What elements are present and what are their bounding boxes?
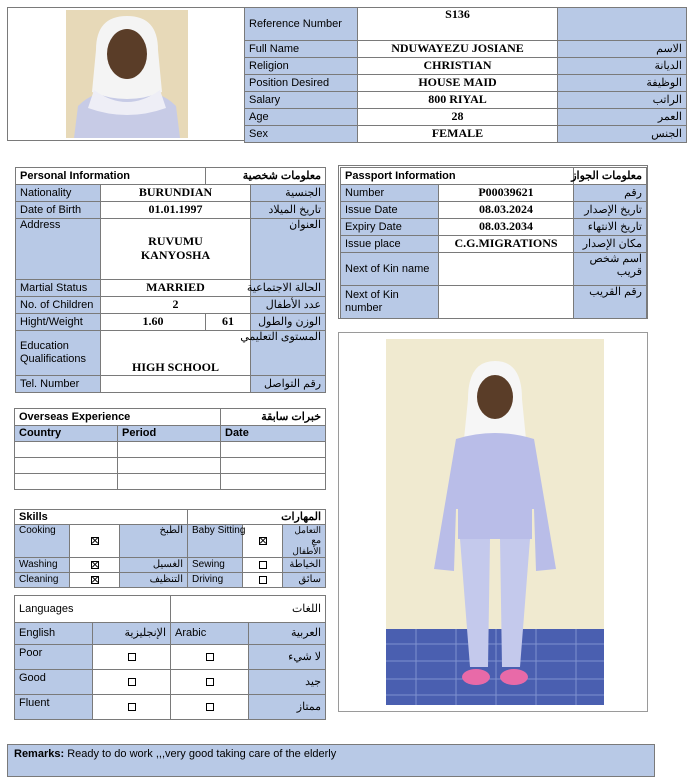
- kin-name-ar: اسم شخص قريب: [574, 253, 647, 286]
- sex-value: FEMALE: [358, 126, 558, 143]
- cleaning-checkbox[interactable]: [91, 576, 99, 584]
- skills-table: [14, 509, 326, 588]
- overseas-title: Overseas Experience: [15, 409, 221, 426]
- arabic-fluent-checkbox[interactable]: [206, 703, 214, 711]
- overseas-col-country: Country: [15, 426, 118, 442]
- issue-date-ar: تاريخ الإصدار: [574, 202, 647, 219]
- expiry-date-label: Expiry Date: [341, 219, 439, 236]
- overseas-row: [15, 474, 326, 490]
- overseas-title-ar: خبرات سابقة: [221, 409, 326, 426]
- full-body-photo-frame: [338, 332, 648, 712]
- cleaning-ar: التنظيف: [120, 573, 188, 588]
- driving-label: Driving: [188, 573, 243, 588]
- arabic-ar: العربية: [249, 623, 326, 645]
- dob-ar: تاريخ الميلاد: [251, 202, 326, 219]
- overseas-col-date: Date: [221, 426, 326, 442]
- salary-value: 800 RIYAL: [358, 92, 558, 109]
- sex-ar: الجنس: [558, 126, 687, 143]
- skills-title-ar: المهارات: [188, 510, 326, 525]
- weight-value: 61: [206, 314, 251, 331]
- address-value: [101, 219, 251, 280]
- good-ar: جيد: [249, 670, 326, 695]
- overseas-col-period: Period: [118, 426, 221, 442]
- address-line1: RUVUMU: [148, 234, 203, 249]
- baby-sitting-checkbox[interactable]: [259, 537, 267, 545]
- salary-ar: الراتب: [558, 92, 687, 109]
- nationality-ar: الجنسية: [251, 185, 326, 202]
- cooking-ar: الطبخ: [120, 525, 188, 558]
- height-weight-label: Hight/Weight: [16, 314, 101, 331]
- marital-label: Martial Status: [16, 280, 101, 297]
- children-value: 2: [101, 297, 251, 314]
- issue-place-ar: مكان الإصدار: [574, 236, 647, 253]
- reference-label: Reference Number: [245, 8, 358, 41]
- sewing-ar: الخياطة: [283, 558, 326, 573]
- address-line2: KANYOSHA: [140, 248, 211, 262]
- position-ar: الوظيفة: [558, 75, 687, 92]
- full-name-label: Full Name: [245, 41, 358, 58]
- header-table: [244, 7, 687, 143]
- personal-title-ar: معلومات شخصية: [206, 168, 326, 185]
- overseas-row: [15, 458, 326, 474]
- age-value: 28: [358, 109, 558, 126]
- cooking-checkbox[interactable]: [91, 537, 99, 545]
- religion-value: CHRISTIAN: [358, 58, 558, 75]
- poor-label: Poor: [15, 645, 93, 670]
- driving-checkbox[interactable]: [259, 576, 267, 584]
- passport-number-ar: رقم: [574, 185, 647, 202]
- tel-ar: رقم التواصل: [251, 376, 326, 393]
- remarks-label: Remarks:: [14, 748, 65, 760]
- position-value: HOUSE MAID: [358, 75, 558, 92]
- education-ar: المستوى التعليمي: [251, 331, 326, 376]
- issue-date-value: 08.03.2024: [439, 202, 574, 219]
- remarks-text: Ready to do work ,,,very good taking care of the elderly: [64, 748, 337, 760]
- passport-title: Passport Information: [341, 168, 574, 185]
- nationality-value: BURUNDIAN: [101, 185, 251, 202]
- tel-value: [101, 376, 251, 393]
- overseas-table: [14, 408, 326, 490]
- education-label: Education Qualifications: [16, 331, 101, 376]
- remarks-box: [7, 744, 655, 777]
- fluent-label: Fluent: [15, 695, 93, 720]
- children-label: No. of Children: [16, 297, 101, 314]
- nationality-label: Nationality: [16, 185, 101, 202]
- personal-table: [15, 167, 326, 393]
- good-label: Good: [15, 670, 93, 695]
- washing-ar: الغسيل: [120, 558, 188, 573]
- marital-ar: الحالة الاجتماعية: [251, 280, 326, 297]
- religion-ar: الديانة: [558, 58, 687, 75]
- arabic-good-checkbox[interactable]: [206, 678, 214, 686]
- height-value: 1.60: [101, 314, 206, 331]
- baby-sitting-label: Baby Sitting: [188, 525, 243, 558]
- kin-number-label: Next of Kin number: [341, 286, 439, 319]
- skills-title: Skills: [15, 510, 188, 525]
- passport-title-ar: معلومات الجواز: [574, 168, 647, 185]
- tel-label: Tel. Number: [16, 376, 101, 393]
- english-ar: الإنجليزية: [93, 623, 171, 645]
- reference-value: S136: [358, 8, 558, 41]
- religion-label: Religion: [245, 58, 358, 75]
- children-ar: عدد الأطفال: [251, 297, 326, 314]
- english-label: English: [15, 623, 93, 645]
- fluent-ar: ممتاز: [249, 695, 326, 720]
- passport-frame: [338, 165, 648, 319]
- english-poor-checkbox[interactable]: [128, 653, 136, 661]
- overseas-row: [15, 442, 326, 458]
- dob-label: Date of Birth: [16, 202, 101, 219]
- arabic-poor-checkbox[interactable]: [206, 653, 214, 661]
- education-value: HIGH SCHOOL: [101, 331, 251, 376]
- age-ar: العمر: [558, 109, 687, 126]
- baby-sitting-ar: التعامل مع الأطفال: [283, 525, 326, 558]
- full-name-value: NDUWAYEZU JOSIANE: [358, 41, 558, 58]
- reference-ar: [558, 8, 687, 41]
- passport-number-value: P00039621: [439, 185, 574, 202]
- expiry-date-value: 08.03.2034: [439, 219, 574, 236]
- header-frame: [7, 7, 245, 141]
- cooking-label: Cooking: [15, 525, 70, 558]
- age-label: Age: [245, 109, 358, 126]
- full-name-ar: الاسم: [558, 41, 687, 58]
- marital-value: MARRIED: [101, 280, 251, 297]
- english-fluent-checkbox[interactable]: [128, 703, 136, 711]
- arabic-label: Arabic: [171, 623, 249, 645]
- issue-date-label: Issue Date: [341, 202, 439, 219]
- expiry-date-ar: تاريخ الانتهاء: [574, 219, 647, 236]
- sewing-checkbox[interactable]: [259, 561, 267, 569]
- personal-title: Personal Information: [16, 168, 206, 185]
- languages-title-ar: اللغات: [171, 596, 326, 623]
- position-label: Position Desired: [245, 75, 358, 92]
- dob-value: 01.01.1997: [101, 202, 251, 219]
- address-ar: العنوان: [251, 219, 326, 280]
- washing-checkbox[interactable]: [91, 561, 99, 569]
- sewing-label: Sewing: [188, 558, 243, 573]
- languages-table: [14, 595, 326, 720]
- height-weight-ar: الوزن والطول: [251, 314, 326, 331]
- kin-number-ar: رقم القريب: [574, 286, 647, 319]
- address-label: Address: [16, 219, 101, 280]
- cleaning-label: Cleaning: [15, 573, 70, 588]
- salary-label: Salary: [245, 92, 358, 109]
- issue-place-label: Issue place: [341, 236, 439, 253]
- driving-ar: سائق: [283, 573, 326, 588]
- english-good-checkbox[interactable]: [128, 678, 136, 686]
- languages-title: Languages: [15, 596, 171, 623]
- poor-ar: لا شيء: [249, 645, 326, 670]
- issue-place-value: C.G.MIGRATIONS: [439, 236, 574, 253]
- full-body-image: [386, 339, 604, 705]
- passport-number-label: Number: [341, 185, 439, 202]
- sex-label: Sex: [245, 126, 358, 143]
- washing-label: Washing: [15, 558, 70, 573]
- kin-name-label: Next of Kin name: [341, 253, 439, 286]
